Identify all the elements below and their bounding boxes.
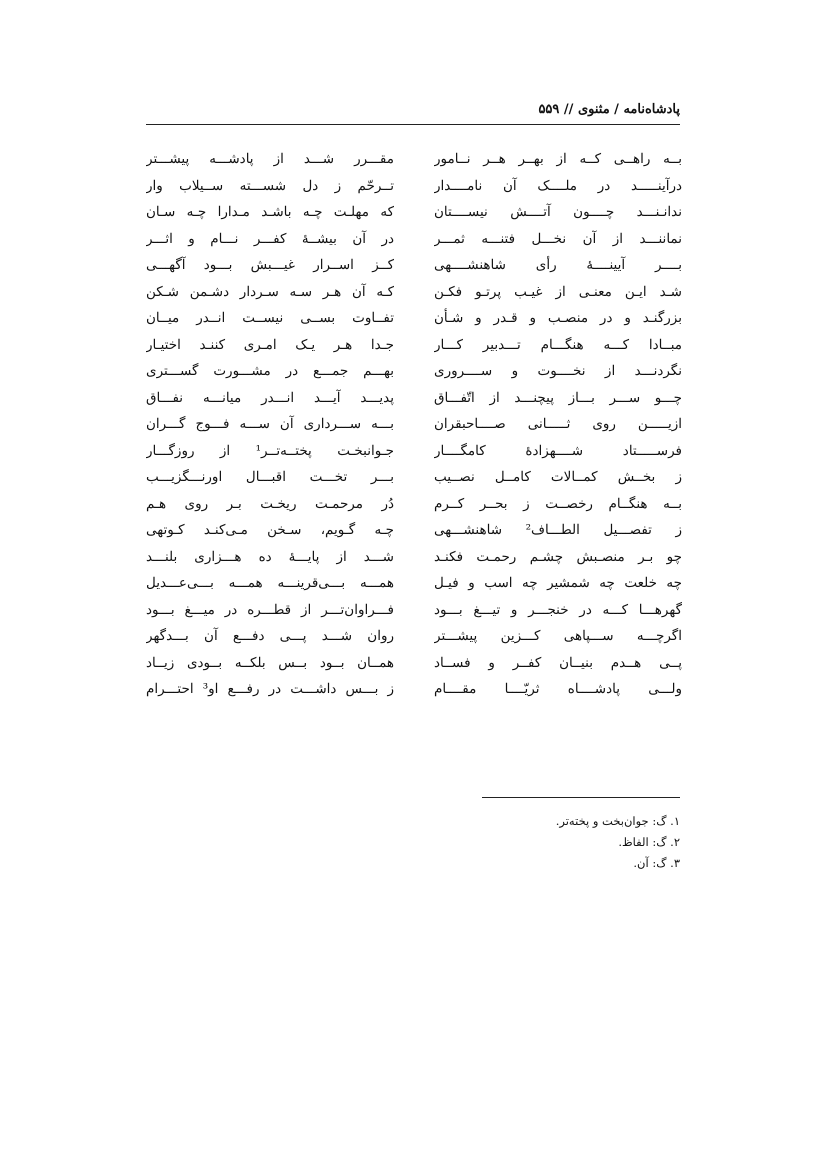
footnote: ۱. گ: جوان‌بخت و پخته‌تر. bbox=[555, 814, 680, 828]
verse-line: چو بـر منصـبش چشـم رحمـت فکنـد bbox=[434, 548, 682, 565]
verse-line: نگردنـــد از نخــــوت و ســــروری bbox=[434, 363, 682, 379]
verse-line: روان شـــد پـــی دفـــع آن بـــدگهر bbox=[146, 628, 394, 644]
verse-line: کـه آن هـر سـه سـردار دشـمن شـکن bbox=[146, 283, 394, 300]
verse-line: بزرگنـد و در منصـب و قـدر و شـأن bbox=[434, 310, 682, 326]
poem-column-right bbox=[434, 146, 682, 703]
verse-line: جـدا هـر یـک امـری کننـد اختیـار bbox=[146, 336, 394, 353]
verse-line: فـــراوان‌تـــر از قطـــره در میـــغ بـــود bbox=[146, 601, 394, 618]
verse-line: چـــو ســـر بـــاز پیچنـــد از اتّفـــاق bbox=[434, 389, 682, 406]
footnote: ۳. گ: آن. bbox=[633, 856, 680, 870]
verse-line: شـــد از پایـــهٔ ده هـــزاری بلنـــد bbox=[146, 548, 394, 565]
verse-line: بـــه ســـرداری آن ســـه فـــوج گـــران bbox=[146, 416, 394, 432]
verse-line: که مهلـت چـه باشـد مـدارا چـه سـان bbox=[146, 204, 394, 220]
verse-line: ز بخــش کمــالات کامــل نصــیب bbox=[434, 469, 682, 485]
verse-line: بـــر تخـــت اقبـــال اورنـــگزیـــب bbox=[146, 469, 394, 485]
header-rule bbox=[146, 124, 680, 125]
verse-line: اگرچـــه ســـپاهی کـــزین پیشـــتر bbox=[434, 628, 682, 644]
verse-line: فرســـــتاد شــــهزادهٔ کامگــــار bbox=[434, 442, 682, 459]
verse-line: ازیـــــن روی ثـــــانی صــــاحبقران bbox=[434, 416, 682, 432]
verse-line: دُر مرحمـت ریخـت بـر روی هـم bbox=[146, 495, 394, 512]
verse-line: ولـــی پادشــــاه ثریّــــا مقــــام bbox=[434, 681, 682, 697]
verse-line: مقـــرر شـــد از پادشـــه پیشـــتر bbox=[146, 151, 394, 167]
verse-line: بــه راهــی کــه از بهــر هــر نــامور bbox=[434, 151, 682, 167]
verse-line: بــــر آیینــــهٔ رأی شاهنشــــهی bbox=[434, 257, 682, 273]
verse-line: تفــاوت بســی نیســت انــدر میــان bbox=[146, 310, 394, 326]
verse-line: همــان بــود بــس بلکــه بــودی زیــاد bbox=[146, 654, 394, 671]
verse-line: گهرهـــا کـــه در خنجـــر و تیـــغ بـــود bbox=[434, 601, 682, 618]
footnote-rule bbox=[482, 797, 680, 798]
verse-line: کــز اســرار غیـــبش بـــود آگهـــی bbox=[146, 257, 394, 273]
verse-line: در آن بیشــهٔ کفـــر نـــام و اثـــر bbox=[146, 230, 394, 247]
poem-column-left bbox=[146, 146, 394, 703]
verse-line: بهـــم جمـــع در مشـــورت گســـتری bbox=[146, 363, 394, 379]
verse-line: جـوانبخـت پختــه‌تــر¹ از روزگـــار bbox=[146, 442, 394, 459]
verse-line: چـه گـویم، سـخن مـی‌کنـد کـوتهی bbox=[146, 522, 394, 538]
verse-line: ز تفصـــیل الطـــاف² شاهنشـــهی bbox=[434, 522, 682, 538]
verse-line: چه خلعت چه شمشیر چه اسب و فیـل bbox=[434, 575, 682, 591]
verse-line: نماننـــد از آن نخـــل فتنـــه ثمـــر bbox=[434, 230, 682, 247]
verse-line: ز بـــس داشـــت در رفـــع او³ احتـــرام bbox=[146, 681, 394, 697]
footnote: ۲. گ: الفاظ. bbox=[618, 835, 680, 849]
verse-line: پدیـــد آیـــد انـــدر میانـــه نفـــاق bbox=[146, 389, 394, 406]
verse-line: همـــه بـــی‌قرینـــه همـــه بـــی‌عـــدیل bbox=[146, 575, 394, 591]
verse-line: تــرحّم ز دل شســـته ســیلاب وار bbox=[146, 177, 394, 194]
verse-line: بــه هنگــام رخصــت ز بحــر کــرم bbox=[434, 495, 682, 512]
footnotes bbox=[380, 811, 680, 874]
verse-line: مبــادا کـــه هنگـــام تـــدبیر کـــار bbox=[434, 336, 682, 353]
running-head: پادشاه‌نامه / مثنوی // ۵۵۹ bbox=[538, 102, 680, 117]
verse-line: پــی هــدم بنیــان کفــر و فســاد bbox=[434, 654, 682, 671]
verse-line: درآینـــــد در ملــــک آن نامــــدار bbox=[434, 177, 682, 194]
verse-line: شـد ایـن معنـی از غیـب پرتـو فکـن bbox=[434, 283, 682, 300]
verse-line: ندانـنـــد چــــون آتــــش نیســــتان bbox=[434, 204, 682, 220]
